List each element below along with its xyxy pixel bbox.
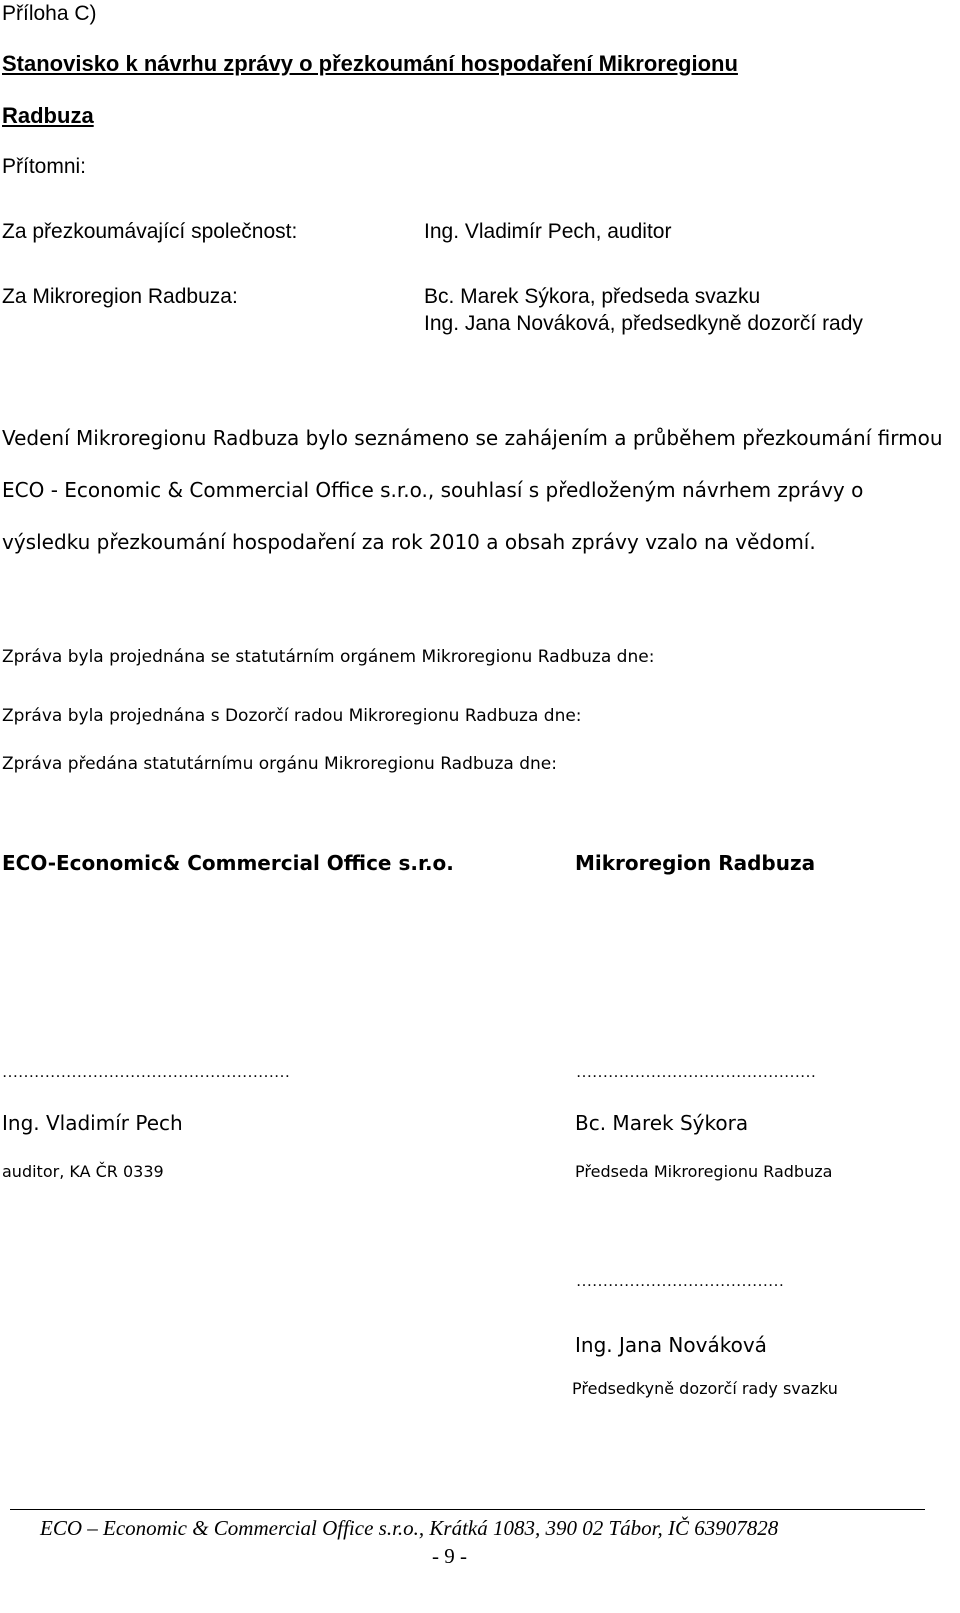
attendee-name-auditor: Ing. Vladimír Pech, auditor (424, 220, 672, 243)
attendee-name-supervisory-chair: Ing. Jana Nováková, předsedkyně dozorčí rady (424, 312, 863, 335)
signatory-role-right-2: Předsedkyně dozorčí rady svazku (572, 1379, 838, 1398)
present-label: Přítomni: (2, 155, 87, 178)
attendee-label-mikroregion: Za Mikroregion Radbuza: (2, 285, 238, 308)
date-line-statutory: Zpráva byla projednána se statutárním orgánem Mikroregionu Radbuza dne: (2, 647, 655, 667)
signatory-name-right-2: Ing. Jana Nováková (575, 1333, 767, 1357)
signature-line-left: ……………………………………………… (2, 1064, 290, 1081)
signature-party-right: Mikroregion Radbuza (575, 851, 816, 875)
statement-paragraph: Vedení Mikroregionu Radbuza bylo seznámeno se zahájením a průběhem přezkoumání firmou ECO - Economic & Commercial Office s.r.o., souhlasí s předloženým návrhem zprávy o výsledku přezkoumání hospodaření za rok 2010 a obsah zprávy vzalo na vědomí. (2, 426, 943, 554)
document-title-line-1: Stanovisko k návrhu zprávy o přezkoumání hospodaření Mikroregionu (2, 51, 738, 76)
date-line-handover: Zpráva předána statutárnímu orgánu Mikroregionu Radbuza dne: (2, 754, 557, 774)
signature-line-right-2: ………………………………… (576, 1273, 784, 1290)
signatory-role-right: Předseda Mikroregionu Radbuza (575, 1162, 833, 1181)
signatory-role-left: auditor, KA ČR 0339 (2, 1162, 164, 1181)
date-line-supervisory-board: Zpráva byla projednána s Dozorčí radou Mikroregionu Radbuza dne: (2, 706, 582, 726)
signature-line-right: ……………………………………… (576, 1064, 816, 1081)
document-title-line-2: Radbuza (2, 103, 94, 128)
signature-party-left: ECO-Economic& Commercial Office s.r.o. (2, 851, 454, 875)
appendix-label: Příloha C) (2, 2, 97, 25)
page-number: - 9 - (432, 1544, 467, 1568)
attendee-name-chairman: Bc. Marek Sýkora, předseda svazku (424, 285, 761, 308)
footer-divider (10, 1509, 925, 1510)
attendee-label-auditor: Za přezkoumávající společnost: (2, 220, 298, 243)
footer-company-info: ECO – Economic & Commercial Office s.r.o., Krátká 1083, 390 02 Tábor, IČ 63907828 (40, 1516, 779, 1540)
signatory-name-left: Ing. Vladimír Pech (2, 1111, 183, 1135)
signatory-name-right: Bc. Marek Sýkora (575, 1111, 749, 1135)
